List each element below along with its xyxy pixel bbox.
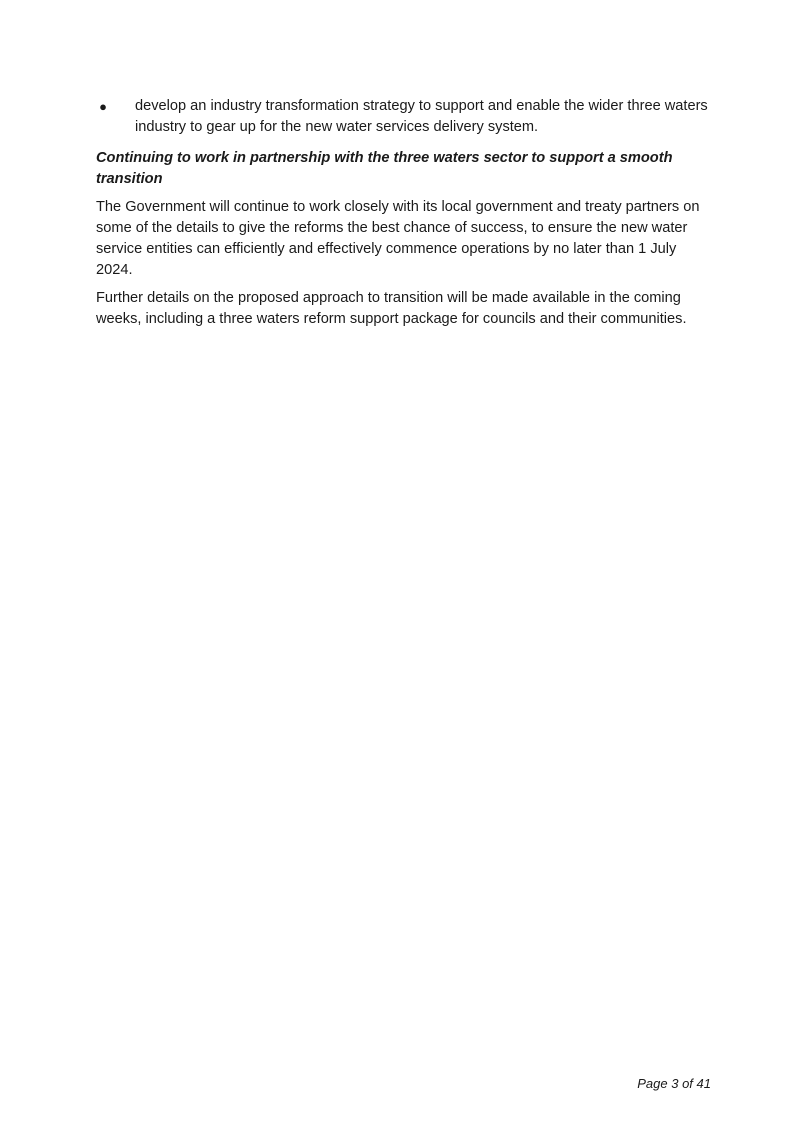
bullet-list-item [96, 96, 716, 138]
body-paragraph: The Government will continue to work closely with its local government and treaty partners on some of the details to give the reforms the best chance of success, to ensure the new water service entities can efficiently and effectively commence operations by no later than 1 July 2024. [96, 199, 700, 278]
section-heading: Continuing to work in partnership with the three waters sector to support a smooth transition [96, 150, 673, 187]
page-number: Page 3 of 41 [637, 1076, 711, 1091]
bullet-text: develop an industry transformation strategy to support and enable the wider three waters industry to gear up for the new water services delivery system. [135, 98, 708, 135]
bullet-icon: ● [99, 99, 107, 114]
page-content [96, 96, 716, 337]
body-paragraph: Further details on the proposed approach to transition will be made available in the coming weeks, including a three waters reform support package for councils and their communities. [96, 290, 687, 327]
